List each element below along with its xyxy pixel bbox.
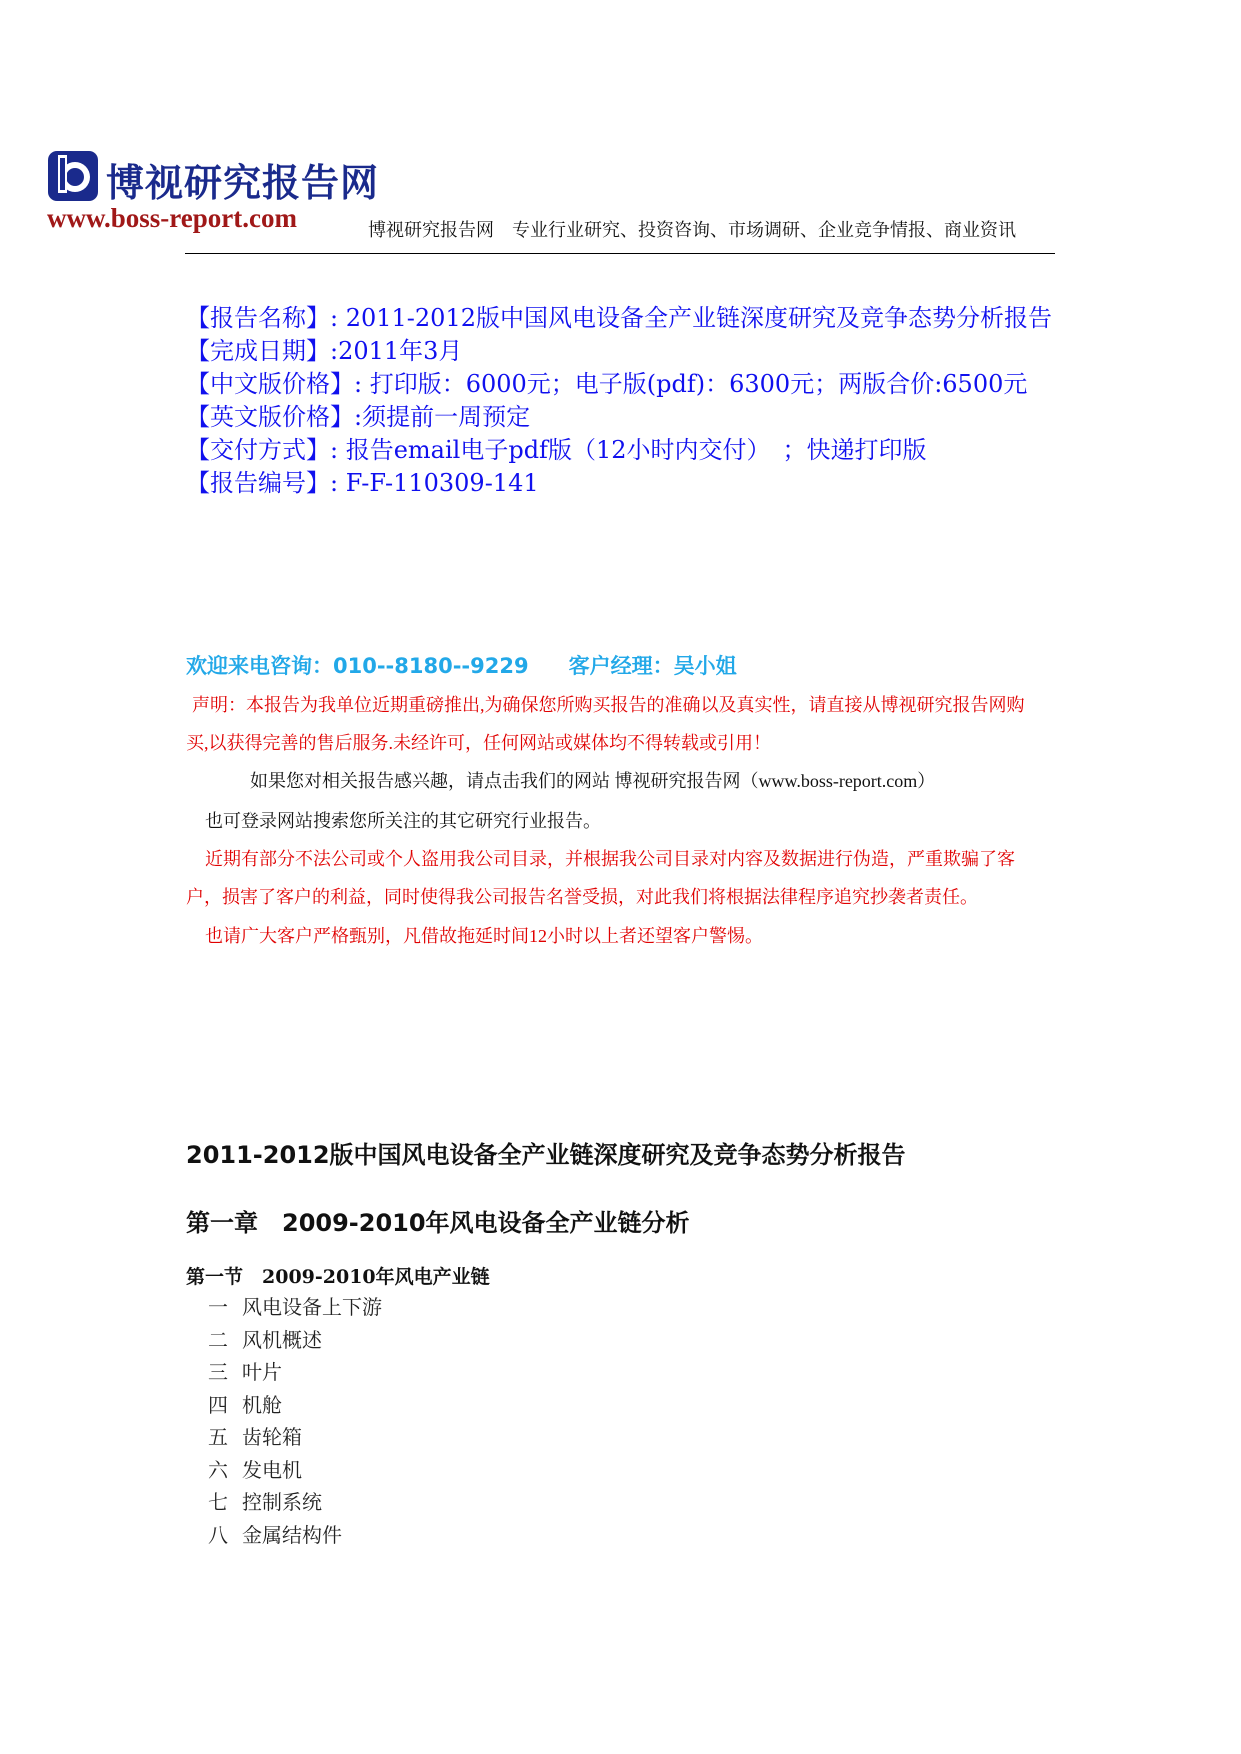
warning-line-1: 近期有部分不法公司或个人盗用我公司目录，并根据我公司目录对内容及数据进行伪造，严重欺骗了客 bbox=[205, 849, 1015, 869]
interest-line: 如果您对相关报告感兴趣，请点击我们的网站 博视研究报告网（www.boss-report.com） bbox=[250, 771, 936, 791]
completion-date: 【完成日期】:2011年3月 bbox=[186, 337, 463, 365]
toc-title: 2011-2012版中国风电设备全产业链深度研究及竞争态势分析报告 bbox=[186, 1141, 906, 1169]
contact-manager: 客户经理：吴小姐 bbox=[568, 654, 737, 678]
contact-line bbox=[186, 650, 737, 680]
report-id: 【报告编号】: F-F-110309-141 bbox=[186, 469, 539, 497]
logo-icon bbox=[47, 150, 99, 202]
list-item: 八 金属结构件 bbox=[208, 1522, 342, 1547]
en-price: 【英文版价格】:须提前一周预定 bbox=[186, 403, 531, 431]
report-name: 【报告名称】: 2011-2012版中国风电设备全产业链深度研究及竞争态势分析报告 bbox=[186, 304, 1052, 332]
toc-list bbox=[208, 1291, 382, 1551]
delivery-method: 【交付方式】: 报告email电子pdf版（12小时内交付） ；快递打印版 bbox=[186, 436, 927, 464]
list-item: 七 控制系统 bbox=[208, 1490, 322, 1514]
list-item: 五 齿轮箱 bbox=[208, 1425, 302, 1449]
statement-line-1: 声明：本报告为我单位近期重磅推出,为确保您所购买报告的准确以及真实性，请直接从博视研究报告网购 bbox=[192, 695, 1025, 715]
report-info bbox=[186, 302, 1066, 500]
list-item: 二 风机概述 bbox=[208, 1327, 322, 1352]
list-item: 一 风电设备上下游 bbox=[208, 1295, 382, 1319]
logo-name: 博视研究报告网 bbox=[106, 160, 380, 205]
chapter-heading: 第一章 2009-2010年风电设备全产业链分析 bbox=[186, 1209, 690, 1237]
contact-phone: 欢迎来电咨询：010--8180--9229 bbox=[186, 654, 529, 678]
header-tagline: 博视研究报告网 专业行业研究、投资咨询、市场调研、企业竞争情报、商业资讯 bbox=[368, 220, 1016, 241]
warning-line-2: 户，损害了客户的利益，同时使得我公司报告名誉受损，对此我们将根据法律程序追究抄袭者责任。 bbox=[186, 887, 978, 907]
list-item: 三 叶片 bbox=[208, 1360, 282, 1384]
statement-line-2: 买,以获得完善的售后服务.未经许可，任何网站或媒体均不得转载或引用！ bbox=[186, 733, 771, 753]
caution-line: 也请广大客户严格甄别，凡借故拖延时间12小时以上者还望客户警惕。 bbox=[205, 926, 763, 946]
logo-url[interactable]: www.boss-report.com bbox=[47, 203, 297, 233]
list-item: 四 机舱 bbox=[208, 1392, 282, 1417]
list-item: 六 发电机 bbox=[208, 1457, 302, 1482]
section-heading: 第一节 2009-2010年风电产业链 bbox=[186, 1266, 490, 1288]
header-divider bbox=[185, 253, 1055, 254]
search-line: 也可登录网站搜索您所关注的其它研究行业报告。 bbox=[205, 811, 601, 831]
cn-price: 【中文版价格】: 打印版：6000元；电子版(pdf)：6300元；两版合价:6500元 bbox=[186, 370, 1028, 398]
